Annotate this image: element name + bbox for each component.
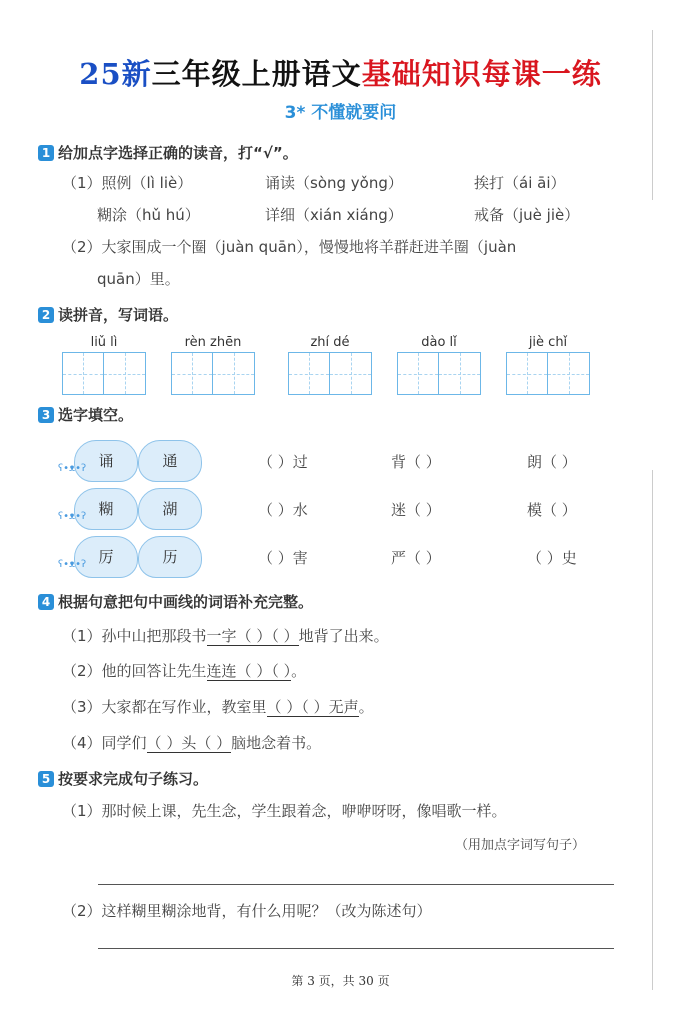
char-box[interactable] <box>507 353 548 394</box>
q3-title: 选字填空。 <box>58 406 134 424</box>
q1-item: （1）照例（lì liè） <box>62 174 193 192</box>
q1-title: 给加点字选择正确的读音，打“√”。 <box>58 144 298 162</box>
q2-title: 读拼音，写词语。 <box>58 306 179 324</box>
q4-item: （2）他的回答让先生连连（ ）（ ）。 <box>62 662 307 680</box>
pinyin-group <box>288 335 372 395</box>
fill-blank[interactable]: 迷（ ） <box>391 501 441 519</box>
pinyin-label: rèn zhēn <box>184 335 242 350</box>
q1-item: 戒备（juè jiè） <box>474 206 580 224</box>
pinyin-group <box>171 335 255 395</box>
q4-heading <box>38 591 313 612</box>
page-edge <box>652 470 653 990</box>
q4-item: （1）孙中山把那段书一字（ ）（ ）地背了出来。 <box>62 627 389 645</box>
fill-blank[interactable]: （ ）过 <box>258 453 308 471</box>
fill-blank[interactable]: （ ）水 <box>258 501 308 519</box>
char-box[interactable] <box>289 353 330 394</box>
q5-sentence: （2）这样糊里糊涂地背，有什么用呢？（改为陈述句） <box>62 902 432 920</box>
q1-item: 糊涂（hǔ hú） <box>97 206 200 224</box>
fill-blank[interactable]: （ ）害 <box>258 549 308 567</box>
fill-blank[interactable]: 模（ ） <box>527 501 577 519</box>
underlined-phrase[interactable]: 一字（ ）（ ） <box>206 627 299 645</box>
fill-blank[interactable]: （ ）史 <box>527 549 577 567</box>
char-cloud: 历 <box>138 536 202 578</box>
answer-line[interactable] <box>98 948 614 949</box>
q1-heading <box>38 142 298 163</box>
bunny-icon: ʕ•ᴥ•ʔ <box>58 463 87 474</box>
char-box[interactable] <box>330 353 371 394</box>
char-box[interactable] <box>213 353 254 394</box>
char-cloud: 厉 <box>74 536 138 578</box>
page-footer: 第 3 页，共 30 页 <box>291 974 390 988</box>
q2-heading <box>38 304 178 325</box>
pinyin-label: dào lǐ <box>421 335 457 350</box>
char-cloud: 湖 <box>138 488 202 530</box>
char-box[interactable] <box>398 353 439 394</box>
page-title: 25新三年级上册语文基础知识每课一练 <box>79 57 602 91</box>
pinyin-group <box>62 335 146 395</box>
char-box[interactable] <box>104 353 145 394</box>
q5-sentence: （1）那时候上课，先生念，学生跟着念，咿咿呀呀，像唱歌一样。 <box>62 802 507 820</box>
char-cloud: 诵 <box>74 440 138 482</box>
underlined-phrase[interactable]: （ ）（ ）无声 <box>266 698 359 716</box>
q2-number: 2 <box>38 307 54 323</box>
q1-number: 1 <box>38 145 54 161</box>
answer-line[interactable] <box>98 884 614 885</box>
pinyin-label: liǔ lì <box>90 335 118 350</box>
q4-title: 根据句意把句中画线的词语补充完整。 <box>58 593 314 611</box>
q1-line: quān）里。 <box>97 270 180 288</box>
q5-hint: （用加点字词写句子） <box>455 838 586 853</box>
lesson-title: 3* 不懂就要问 <box>284 103 397 123</box>
char-box[interactable] <box>172 353 213 394</box>
q4-item: （3）大家都在写作业，教室里（ ）（ ）无声。 <box>62 698 374 716</box>
pinyin-group <box>397 335 481 395</box>
fill-blank[interactable]: 严（ ） <box>391 549 441 567</box>
char-box[interactable] <box>548 353 589 394</box>
q1-item: 挨打（ái āi） <box>474 174 566 192</box>
q1-item: 诵读（sòng yǒng） <box>265 174 403 192</box>
fill-blank[interactable]: 朗（ ） <box>527 453 577 471</box>
bunny-icon: ʕ•ᴥ•ʔ <box>58 559 87 570</box>
q5-heading <box>38 768 208 789</box>
char-box[interactable] <box>439 353 480 394</box>
char-box[interactable] <box>63 353 104 394</box>
bunny-icon: ʕ•ᴥ•ʔ <box>58 511 87 522</box>
q3-heading <box>38 404 133 425</box>
char-cloud: 通 <box>138 440 202 482</box>
q3-number: 3 <box>38 407 54 423</box>
fill-blank[interactable]: 背（ ） <box>391 453 441 471</box>
q4-number: 4 <box>38 594 54 610</box>
q1-item: 详细（xián xiáng） <box>265 206 403 224</box>
underlined-phrase[interactable]: 连连（ ）（ ） <box>206 662 292 680</box>
pinyin-label: zhí dé <box>310 335 350 350</box>
q1-line: （2）大家围成一个圈（juàn quān），慢慢地将羊群赶进羊圈（juàn <box>62 238 517 256</box>
q4-item: （4）同学们（ ）头（ ）脑地念着书。 <box>62 734 322 752</box>
q5-title: 按要求完成句子练习。 <box>58 770 209 788</box>
pinyin-group <box>506 335 590 395</box>
underlined-phrase[interactable]: （ ）头（ ） <box>146 734 232 752</box>
q5-number: 5 <box>38 771 54 787</box>
char-cloud: 糊 <box>74 488 138 530</box>
pinyin-label: jiè chǐ <box>528 335 568 350</box>
